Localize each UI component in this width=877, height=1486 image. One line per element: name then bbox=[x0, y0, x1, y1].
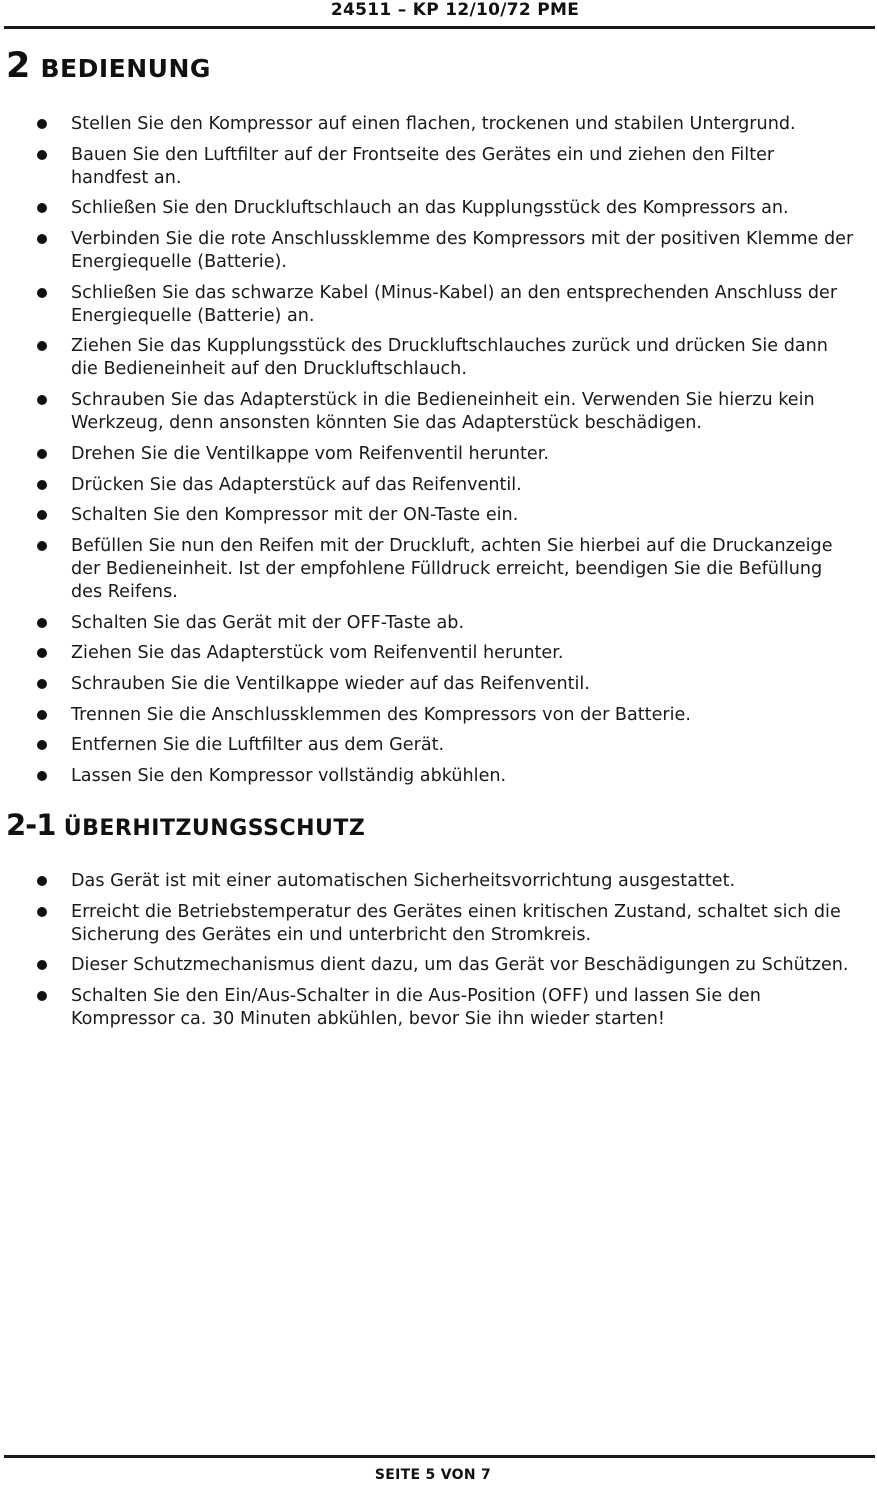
bullet-icon bbox=[37, 907, 47, 917]
list-item bbox=[0, 443, 877, 466]
bullet-icon bbox=[37, 710, 47, 720]
list-item bbox=[0, 228, 877, 274]
list-item bbox=[0, 474, 877, 497]
bullet-icon bbox=[37, 679, 47, 689]
operation-steps-list bbox=[0, 113, 877, 796]
bullet-icon bbox=[37, 618, 47, 628]
list-item-text: Schrauben Sie die Ventilkappe wieder auf das Reifenventil. bbox=[71, 673, 590, 694]
list-item-text: Drücken Sie das Adapterstück auf das Reifenventil. bbox=[71, 474, 522, 495]
bullet-icon bbox=[37, 541, 47, 551]
bullet-icon bbox=[37, 203, 47, 213]
list-item bbox=[0, 282, 877, 328]
bullet-icon bbox=[37, 991, 47, 1001]
section-heading-bedienung bbox=[6, 46, 211, 86]
list-item bbox=[0, 535, 877, 604]
list-item bbox=[0, 197, 877, 220]
bullet-icon bbox=[37, 876, 47, 886]
list-item bbox=[0, 113, 877, 136]
list-item bbox=[0, 335, 877, 381]
list-item bbox=[0, 612, 877, 635]
section-heading-ueberhitzungsschutz bbox=[6, 808, 365, 842]
list-item bbox=[0, 673, 877, 696]
list-item bbox=[0, 389, 877, 435]
list-item-text: Das Gerät ist mit einer automatischen Sicherheitsvorrichtung ausgestattet. bbox=[71, 871, 736, 891]
list-item bbox=[0, 954, 877, 977]
list-item bbox=[0, 704, 877, 727]
list-item-text: Schließen Sie das schwarze Kabel (Minus-Kabel) an den entsprechenden Anschluss der Energiequelle (Batterie) an. bbox=[71, 282, 838, 326]
list-item-text: Erreicht die Betriebstemperatur des Gerätes einen kritischen Zustand, schaltet sich die Sicherung des Gerätes ein und unterbricht den Stromkreis. bbox=[71, 901, 841, 945]
bullet-icon bbox=[37, 288, 47, 298]
list-item-text: Schalten Sie den Kompressor mit der ON-Taste ein. bbox=[71, 505, 519, 526]
list-item-text: Dieser Schutzmechanismus dient dazu, um das Gerät vor Beschädigungen zu Schützen. bbox=[71, 955, 849, 976]
bullet-icon bbox=[37, 480, 47, 490]
list-item-text: Schalten Sie den Ein/Aus-Schalter in die Aus-Position (OFF) und lassen Sie den Kompressor ca. 30 Minuten abkühlen, bevor Sie ihn wieder starten! bbox=[71, 986, 761, 1030]
list-item bbox=[0, 765, 877, 788]
list-item bbox=[0, 504, 877, 527]
list-item bbox=[0, 901, 877, 947]
header-divider bbox=[4, 26, 875, 29]
section-number: 2 bbox=[6, 46, 30, 86]
section-number: 2-1 bbox=[6, 808, 56, 842]
section-title: ÜBERHITZUNGSSCHUTZ bbox=[63, 816, 366, 841]
list-item-text: Ziehen Sie das Adapterstück vom Reifenventil herunter. bbox=[71, 643, 564, 664]
list-item-text: Verbinden Sie die rote Anschlussklemme des Kompressors mit der positiven Klemme der Energiequelle (Batterie). bbox=[71, 229, 854, 273]
bullet-icon bbox=[37, 771, 47, 781]
list-item bbox=[0, 870, 877, 893]
list-item bbox=[0, 144, 877, 190]
bullet-icon bbox=[37, 449, 47, 459]
list-item bbox=[0, 642, 877, 665]
page-number: SEITE 5 VON 7 bbox=[374, 1467, 492, 1483]
list-item-text: Befüllen Sie nun den Reifen mit der Druckluft, achten Sie hierbei auf die Druckanzeige der Bedieneinheit. Ist der empfohlene Fülldruck erreicht, beendigen Sie die Befüllung des Reifens. bbox=[71, 535, 833, 602]
bullet-icon bbox=[37, 234, 47, 244]
list-item-text: Schließen Sie den Druckluftschlauch an das Kupplungsstück des Kompressors an. bbox=[71, 198, 789, 219]
list-item-text: Drehen Sie die Ventilkappe vom Reifenventil herunter. bbox=[71, 443, 549, 464]
list-item-text: Schalten Sie das Gerät mit der OFF-Taste ab. bbox=[71, 612, 465, 633]
section-title: BEDIENUNG bbox=[40, 54, 211, 83]
bullet-icon bbox=[37, 119, 47, 129]
bullet-icon bbox=[37, 648, 47, 658]
list-item-text: Schrauben Sie das Adapterstück in die Bedieneinheit ein. Verwenden Sie hierzu kein Werkzeug, denn ansonsten könnten Sie das Adapterstück beschädigen. bbox=[71, 390, 815, 434]
footer-divider bbox=[4, 1455, 875, 1458]
list-item bbox=[0, 985, 877, 1031]
bullet-icon bbox=[37, 150, 47, 160]
bullet-icon bbox=[37, 960, 47, 970]
list-item-text: Bauen Sie den Luftfilter auf der Frontseite des Gerätes ein und ziehen den Filter handfest an. bbox=[71, 144, 775, 188]
overheat-protection-list bbox=[0, 870, 877, 1039]
document-header-id: 24511 – KP 12/10/72 PME bbox=[330, 0, 580, 20]
bullet-icon bbox=[37, 341, 47, 351]
bullet-icon bbox=[37, 740, 47, 750]
list-item bbox=[0, 734, 877, 757]
bullet-icon bbox=[37, 395, 47, 405]
list-item-text: Trennen Sie die Anschlussklemmen des Kompressors von der Batterie. bbox=[71, 704, 691, 725]
list-item-text: Ziehen Sie das Kupplungsstück des Druckluftschlauches zurück und drücken Sie dann die Bedieneinheit auf den Druckluftschlauch. bbox=[71, 336, 828, 380]
list-item-text: Lassen Sie den Kompressor vollständig abkühlen. bbox=[71, 766, 507, 786]
list-item-text: Stellen Sie den Kompressor auf einen flachen, trockenen und stabilen Untergrund. bbox=[71, 114, 796, 134]
bullet-icon bbox=[37, 510, 47, 520]
list-item-text: Entfernen Sie die Luftfilter aus dem Gerät. bbox=[71, 735, 445, 756]
